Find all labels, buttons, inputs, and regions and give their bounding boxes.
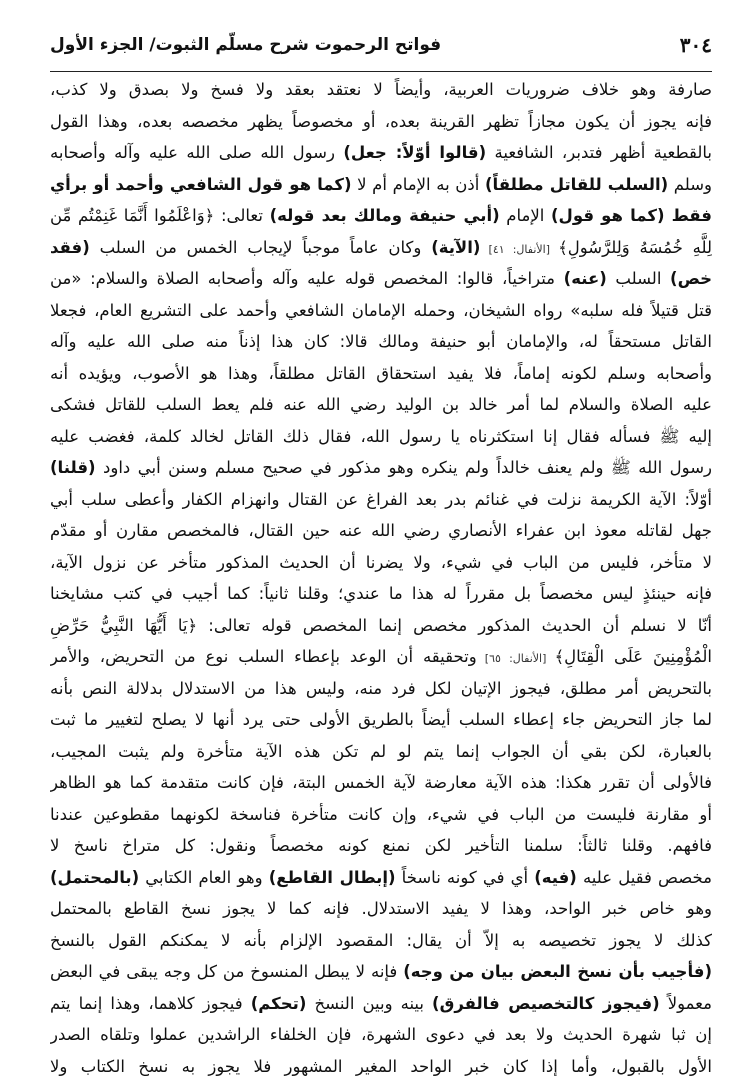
text-line: [50, 263, 712, 295]
commentary-text: الإمام: [499, 206, 552, 225]
text-line: [50, 830, 712, 862]
commentary-text: متراخياً، قالوا: المخصص قوله عليه وآله وأصحابه الصلاة والسلام: «من: [50, 269, 564, 288]
page-body-text: [50, 74, 712, 1082]
commentary-text: فالأولى أن تقرر هكذا: هذه الآية معارضة لآية الخمس البتة، فإن كانت متقدمة كما هو الظاهر: [50, 773, 712, 792]
text-line: [50, 137, 712, 169]
matn-text: (إبطال القاطع): [268, 867, 396, 887]
matn-text: خص): [670, 269, 712, 288]
commentary-text: وهو العام الكتابي: [139, 867, 269, 887]
commentary-text: بالقطعية أظهر فتدبر، الشافعية: [486, 143, 712, 162]
text-line: [50, 484, 712, 516]
matn-text: (كما هو قول): [551, 206, 665, 225]
text-line: [50, 326, 712, 358]
matn-text: (فأجيب بأن نسخ البعض بيان من وجه): [403, 962, 712, 981]
text-line: [50, 169, 712, 201]
verse-reference: [الأنفال: ٤١]: [480, 242, 559, 256]
commentary-text: وهو خاص خبر الواحد، وهذا لا يفيد الاستدلال. فإنه كما لا يجوز نسخ القاطع بالمحتمل: [50, 899, 712, 918]
text-line: [50, 547, 712, 579]
commentary-text: جهل لقاتله معوذ ابن عفراء الأنصاري رضي الله عنه حين القتال، فالمخصص مقارن أو مقدّم: [50, 521, 712, 540]
matn-text: (قالوا أوّلاً: جعل): [343, 143, 487, 162]
text-line: [50, 988, 712, 1020]
commentary-text: لما جاز التحريض جاء إعطاء السلب أيضاً بالطريق الأولى حتى يرد أنها لا يصلح لتغيير ما ثبت: [50, 710, 712, 729]
text-line: [50, 578, 712, 610]
commentary-text: صارفة وهو خلاف ضروريات العربية، وأيضاً لا نعتقد بعقد ولا فسخ ولا بصدق ولا كذب،: [50, 80, 712, 99]
text-line: [50, 1019, 712, 1051]
text-line: [50, 232, 712, 264]
commentary-text: وتحقيقه أن الوعد بإعطاء السلب نوع من التحريض، والأمر: [50, 647, 477, 666]
text-line: [50, 641, 712, 673]
commentary-text: أي في كونه ناسخاً: [395, 867, 535, 887]
commentary-text: مخصص فقيل عليه: [576, 867, 712, 887]
matn-text: فقط: [664, 206, 712, 225]
text-line: [50, 452, 712, 484]
matn-text: (عنه): [563, 269, 607, 288]
verse-reference: [الأنفال: ٦٥]: [476, 652, 555, 665]
text-line: [50, 389, 712, 421]
matn-text: (قلنا): [50, 458, 96, 477]
quran-verse: الْمُؤْمِنِينَ عَلَى الْقِتَالِ﴾: [554, 647, 712, 666]
commentary-text: معمولاً: [659, 993, 712, 1013]
commentary-text: فإنه حينئذٍ ليس مخصصاً بل مقرراً له هذا ما عندي؛ وقلنا ثانياً: كما أجيب في كتب مشايخنا: [50, 584, 712, 603]
page-number: ٣٠٤: [679, 34, 712, 57]
commentary-text: فيجوز كلاهما، وهذا إنما يتم: [50, 993, 251, 1013]
commentary-text: أوّلاً: الآية الكريمة نزلت في غنائم بدر بعد الفراغ عن القتال وانهزام الكفار وأعطى سلب أبي: [50, 489, 712, 509]
commentary-text: قتل قتيلاً فله سلبه» رواه الشيخان، وحمله الإمامان الشافعي وأحمد على التشريع العام، فجعلا: [50, 300, 712, 320]
commentary-text: بالتحريض أمر مطلق، فيجوز الإتيان لكل فرد منه، وليس هذا من الاستدلال بدلالة النص بأنه: [50, 678, 712, 698]
commentary-text: السلب: [606, 269, 671, 288]
commentary-text: أو مقارنة فليست من الباب في شيء، وإن كانت متأخرة فناسخة لكونهما مقطوعين عندنا: [50, 804, 712, 824]
text-line: [50, 515, 712, 547]
commentary-text: رسول الله صلى الله عليه وآله وأصحابه: [50, 143, 344, 162]
text-line: [50, 1051, 712, 1083]
text-line: [50, 673, 712, 705]
commentary-text: وأصحابه وسلم لكونه إماماً، فلا يفيد استحقاق القاتل مطلقاً، وهذا هو الأصوب، ويؤيده أنه: [50, 363, 712, 383]
text-line: [50, 862, 712, 894]
text-line: [50, 106, 712, 138]
commentary-text: وكان عاماً موجباً لإيجاب الخمس من السلب: [89, 237, 432, 257]
commentary-text: كذلك لا يجوز تخصيصه به إلاّ أن يقال: المقصود الإلزام بأنه لا يمكنكم القول بالنسخ: [50, 930, 712, 950]
text-line: [50, 74, 712, 106]
text-line: [50, 956, 712, 988]
matn-text: (أبي حنيفة ومالك بعد قوله): [269, 206, 500, 225]
commentary-text: أنّا لا نسلم أن الحديث المذكور مخصص إنما المخصص قوله تعالى:: [197, 615, 712, 635]
commentary-text: فافهم. وقلنا ثالثاً: سلمنا التأخير لكن نمنع كونه مخصصاً ونقول: كل متراخ ناسخ لا: [50, 836, 712, 855]
text-line: [50, 767, 712, 799]
text-line: [50, 421, 712, 453]
commentary-text: رسول الله ﷺ ولم يعنف خالداً ولم ينكره وهو مذكور في صحيح مسلم وسنن أبي داود: [95, 458, 712, 477]
text-line: [50, 799, 712, 831]
commentary-text: إليه ﷺ فسأله فقال إنا استكثرناه يا رسول الله، فقال ذلك القاتل لخالد كلمة، فغضب عليه: [50, 426, 712, 446]
commentary-text: لا متأخر، فليس من الباب في شيء، ولا يضرنا أن الحديث المذكور متأخر عن نزول الآية،: [50, 552, 712, 572]
running-title: فواتح الرحموت شرح مسلّم الثبوت/ الجزء الأول: [50, 35, 442, 55]
matn-text: (كما هو قول الشافعي وأحمد أو برأي: [50, 174, 352, 194]
commentary-text: فإنه يجوز أن يكون مجازاً تظهر القرينة بعده، أو مخصوصاً يظهر مخصصه بعده، وهذا القول: [50, 111, 712, 131]
matn-text: (تحكم): [250, 993, 307, 1013]
quran-verse: لِلَّهِ خُمُسَهُ وَلِلرَّسُولِ﴾: [558, 237, 712, 257]
text-line: [50, 736, 712, 768]
page-header: [50, 30, 712, 60]
quran-verse: ﴿وَاعْلَمُوا أَنَّمَا غَنِمْتُم مِّن: [50, 206, 215, 225]
commentary-text: بينه وبين النسخ: [306, 993, 433, 1013]
commentary-text: بالعبارة، لكن بقي أن الجواب إنما يتم لو لم تكن هذه الآية متأخرة ولم يثبت المجيب،: [50, 741, 712, 761]
quran-verse: ﴿يَا أَيُّهَا النَّبِيُّ حَرِّضِ: [50, 615, 198, 635]
header-rule: [50, 71, 712, 72]
commentary-text: تعالى:: [214, 206, 270, 225]
matn-text: (الآية): [431, 237, 481, 257]
text-line: [50, 925, 712, 957]
commentary-text: فإنه لا يبطل المنسوخ من كل وجه يبقى في البعض: [50, 962, 404, 981]
matn-text: (فيجوز كالتخصيص فالفرق): [432, 993, 660, 1013]
commentary-text: عليه الصلاة والسلام لما أمر خالد بن الوليد رضي الله عنه فلم يعط السلب للقاتل فشكى: [50, 395, 712, 414]
text-line: [50, 295, 712, 327]
matn-text: (فيه): [534, 867, 577, 887]
commentary-text: القاتل مستحقاً له، والإمامان أبو حنيفة ومالك قالا: كان هذا إذناً منه صلى الله عليه وآله: [50, 332, 712, 351]
text-line: [50, 893, 712, 925]
matn-text: (السلب للقاتل مطلقاً): [484, 174, 669, 194]
matn-text: (بالمحتمل): [50, 867, 140, 887]
commentary-text: أذن به الإمام أم لا: [351, 174, 485, 194]
matn-text: (فقد: [50, 237, 90, 257]
text-line: [50, 358, 712, 390]
text-line: [50, 200, 712, 232]
commentary-text: وسلم: [668, 174, 712, 194]
text-line: [50, 610, 712, 642]
text-line: [50, 704, 712, 736]
commentary-text: إن ثبا شهرة الحديث ولا بعد في دعوى الشهرة، فإن الخلفاء الراشدين عملوا وتلقاه الصدر: [50, 1025, 712, 1044]
commentary-text: الأول بالقبول، وأما إذا كان خبر الواحد المغير المشهور فلا يجوز به نسخ الكتاب ولا: [50, 1056, 712, 1076]
